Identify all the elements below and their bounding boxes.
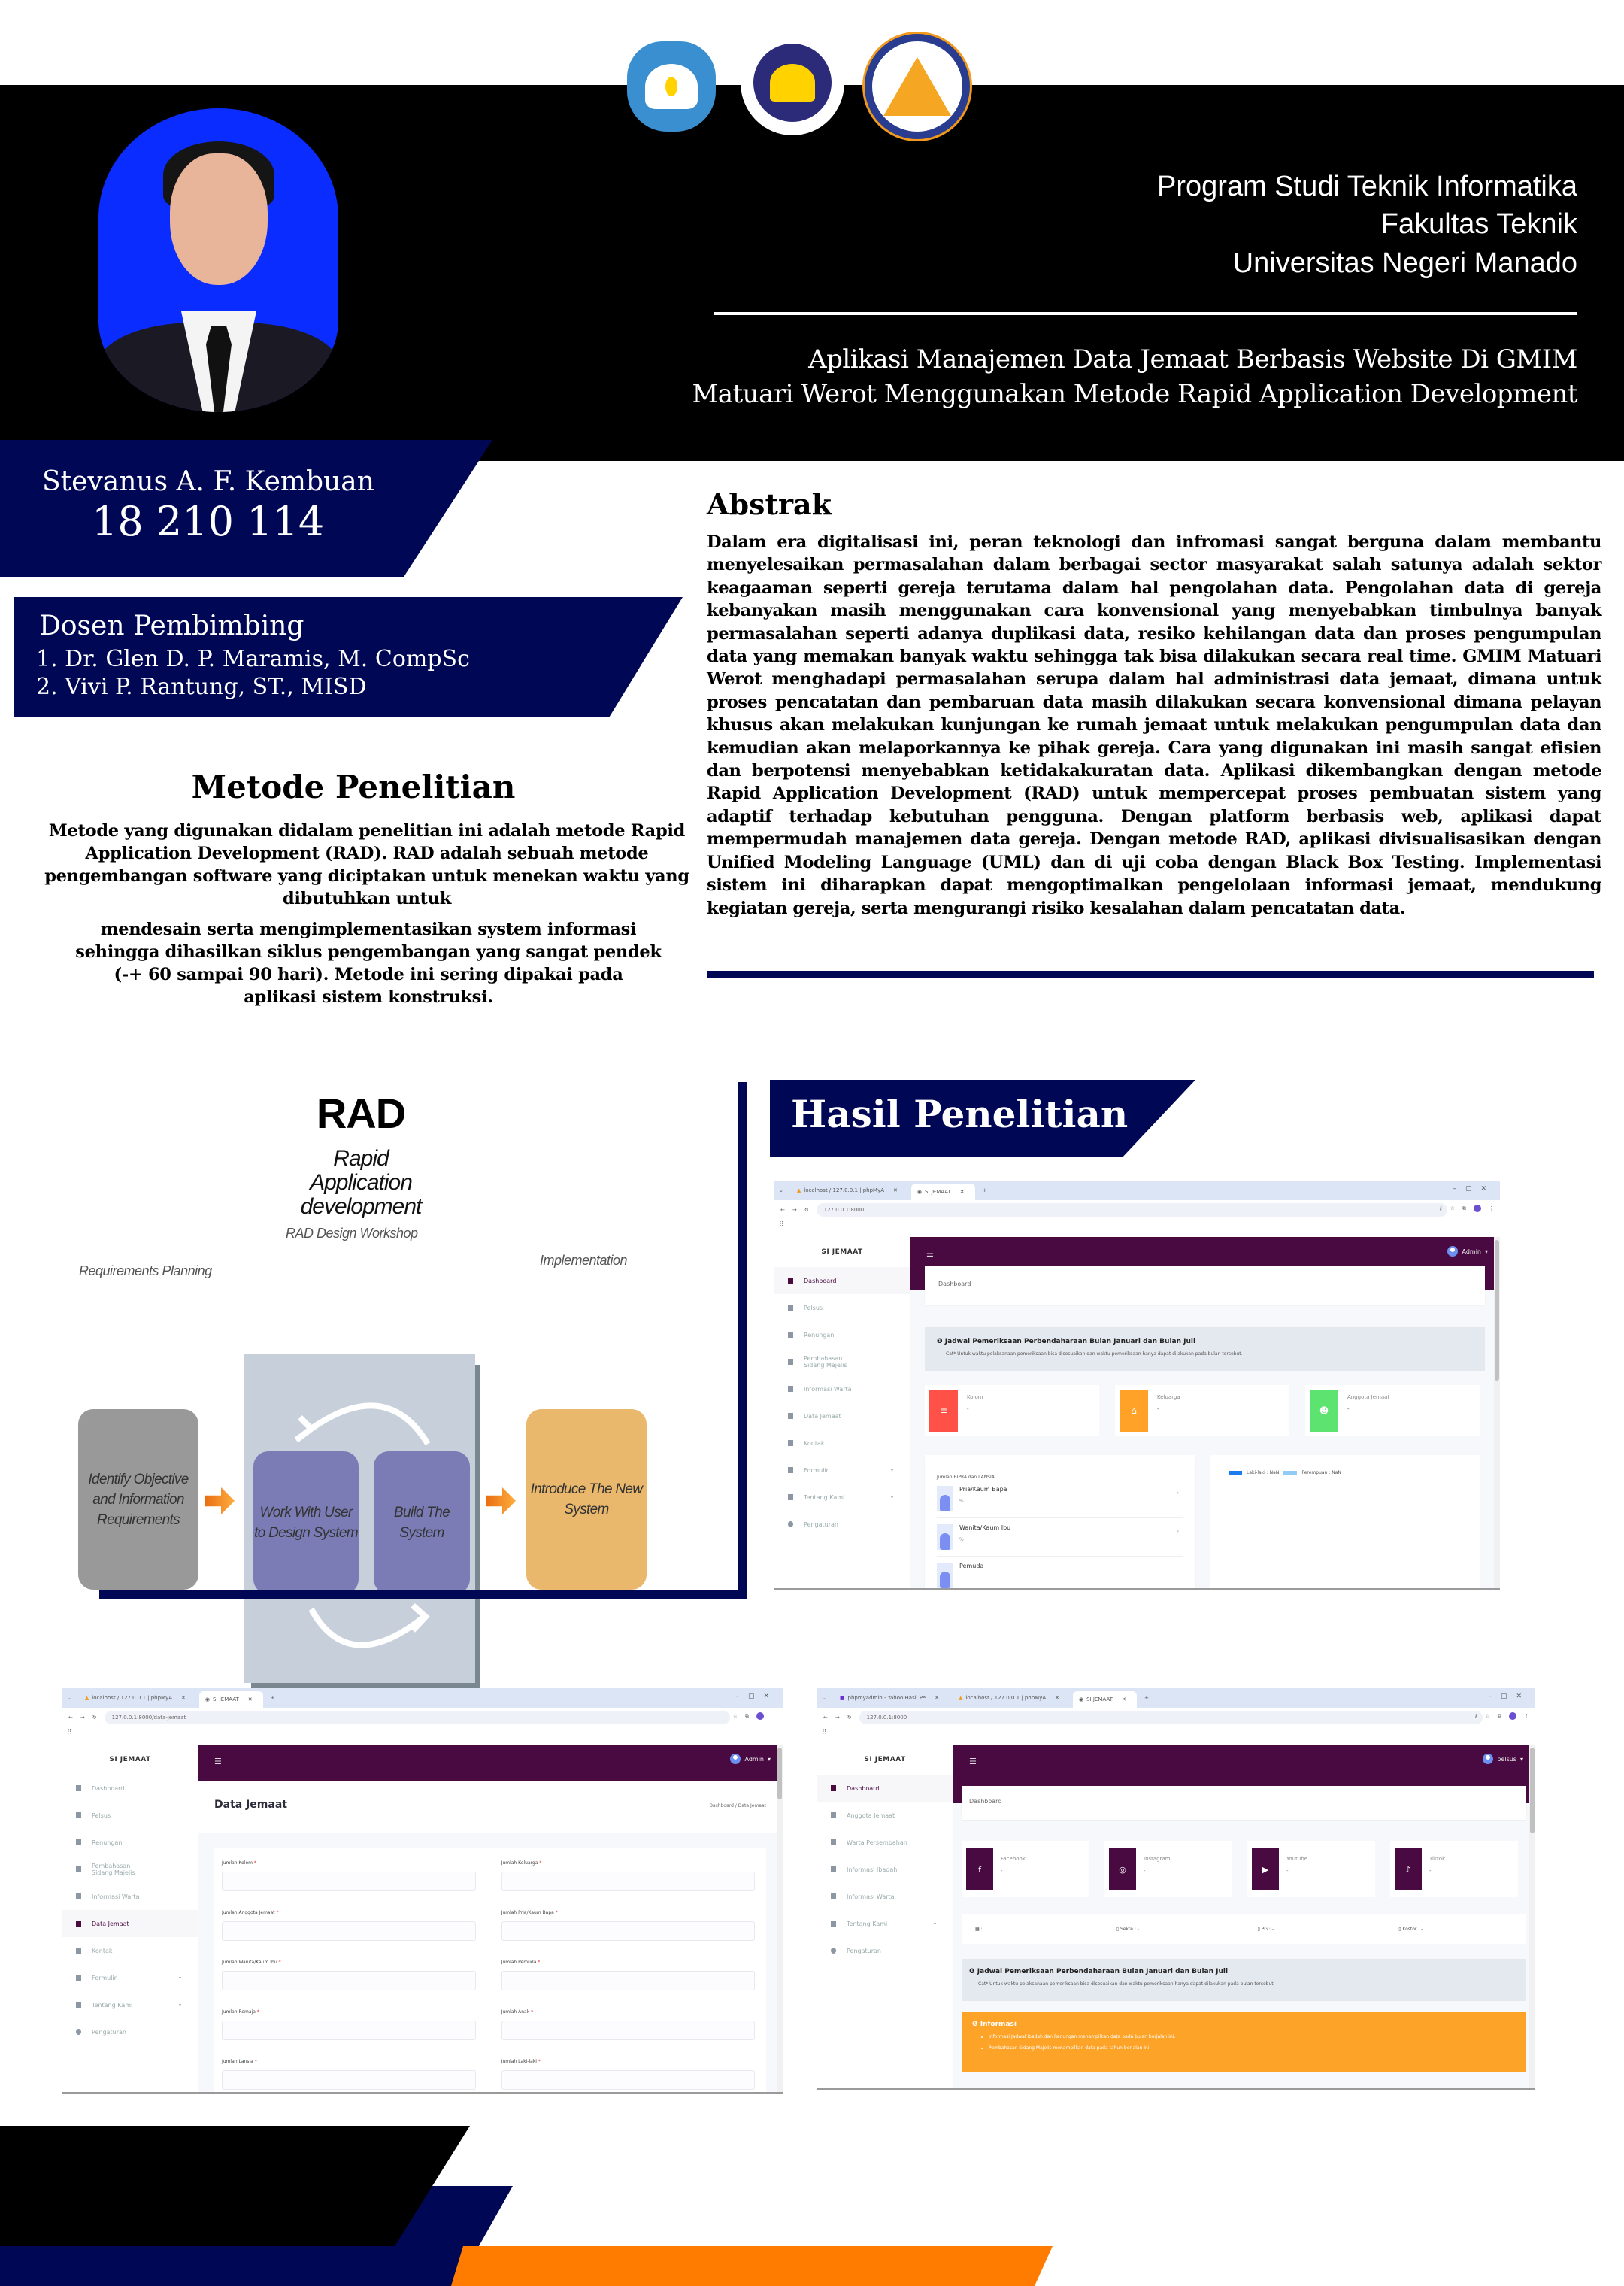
chevron-right-icon: › — [1177, 1529, 1179, 1534]
dashboard-icon — [76, 1785, 81, 1791]
globe-icon: ◉ — [1079, 1696, 1084, 1702]
field-jumlah-anak: Jumlah Anak * — [501, 2009, 756, 2040]
supervisor-1: 1. Dr. Glen D. P. Maramis, M. CompSc — [36, 646, 470, 672]
scrollbar[interactable] — [1529, 1745, 1535, 2088]
browser-tab-active[interactable]: ◉ SI JEMAAT ✕ — [199, 1691, 263, 1708]
results-heading: Hasil Penelitian — [791, 1092, 1129, 1136]
rad-title: RAD — [316, 1090, 406, 1137]
user-icon — [937, 1486, 953, 1511]
field-jumlah-pria: Jumlah Pria/Kaum Bapa * — [501, 1910, 756, 1941]
stat-card-anggota[interactable]: ☻ Anggota Jemaat - — [1305, 1385, 1480, 1436]
sidebar-item-informasi-warta[interactable]: Informasi Warta — [774, 1375, 910, 1402]
app-brand: SI JEMAAT — [821, 1248, 863, 1256]
sidebar-item-tentang-kami[interactable]: Tentang Kami ▾ — [817, 1910, 953, 1937]
chevron-down-icon: ▾ — [933, 1921, 936, 1927]
globe-icon: ◉ — [917, 1189, 922, 1195]
doc-icon — [831, 1866, 836, 1872]
apps-icon[interactable]: ⠿ — [822, 1729, 827, 1736]
browser-tab[interactable]: ▲ localhost / 127.0.0.1 | phpMyA ✕ — [84, 1695, 186, 1701]
new-tab-icon[interactable]: + — [982, 1187, 987, 1193]
app-sidebar — [62, 1745, 198, 2092]
jumlah-anak-input[interactable] — [501, 2021, 756, 2040]
author-photo — [98, 108, 338, 412]
header-divider — [714, 312, 1577, 315]
doc-icon — [76, 1812, 81, 1818]
sidebar-item-formulir[interactable]: Formulir ▾ — [774, 1457, 910, 1484]
user-icon — [937, 1563, 953, 1588]
rad-requirements-label: Requirements Planning — [79, 1263, 212, 1278]
scrollbar[interactable] — [777, 1745, 783, 2092]
star-icon[interactable]: ☆ — [1450, 1205, 1455, 1211]
app-brand: SI JEMAAT — [109, 1756, 151, 1763]
hamburger-icon[interactable]: ☰ — [969, 1757, 977, 1766]
field-jumlah-anggota: Jumlah Anggota Jemaat * — [222, 1910, 476, 1941]
browser-tab-active[interactable]: ◉ SI JEMAAT ✕ — [1073, 1691, 1137, 1708]
reload-icon[interactable]: ↻ — [92, 1714, 97, 1721]
breadcrumb: Dashboard — [969, 1798, 1002, 1805]
avatar — [1447, 1246, 1458, 1257]
page-title: Data Jemaat — [214, 1799, 287, 1811]
instagram-icon: ◎ — [1109, 1848, 1136, 1890]
prodi-informatika-logo — [865, 34, 970, 139]
forward-icon[interactable]: → — [80, 1714, 85, 1721]
gear-icon — [831, 1948, 836, 1954]
rad-build-box: Build The System — [374, 1451, 470, 1594]
app-sidebar — [817, 1745, 953, 2088]
sidebar-item-kontak[interactable]: Kontak — [774, 1430, 910, 1457]
menu-icon[interactable]: ⋮ — [771, 1713, 777, 1719]
phpmyadmin-icon: ▲ — [796, 1187, 801, 1193]
rad-frame-horizontal — [99, 1590, 747, 1599]
info-icon: ❶ — [972, 2021, 980, 2028]
program-name: Program Studi Teknik Informatika — [1157, 171, 1577, 202]
scrollbar[interactable] — [1494, 1237, 1500, 1588]
doc-icon — [76, 1948, 81, 1954]
forward-icon[interactable]: → — [835, 1714, 840, 1721]
rad-implementation-label: Implementation — [540, 1253, 628, 1268]
sidebar-item-anggota-jemaat[interactable]: Anggota Jemaat — [817, 1802, 953, 1829]
reload-icon[interactable]: ↻ — [804, 1207, 809, 1213]
social-card-instagram[interactable]: ◎ Instagram - — [1104, 1841, 1232, 1897]
doc-icon — [788, 1386, 793, 1392]
chevron-down-icon: ▾ — [890, 1494, 893, 1500]
url-input[interactable]: 127.0.0.1:8000/data-jemaat — [105, 1711, 730, 1724]
info-alert: ❶ Informasi • Informasi Jadwal Ibadah dan Renungan menampilkan data pada bulan berjalan ini. • Pembahasan Sidang Majelis menampilkan data pada tahun berjalan ini. — [962, 2012, 1526, 2072]
avatar — [730, 1754, 741, 1764]
page-header — [198, 1781, 783, 1833]
gear-icon — [788, 1521, 793, 1527]
method-heading: Metode Penelitian — [191, 769, 516, 805]
profile-avatar[interactable] — [756, 1712, 764, 1720]
close-tab-icon[interactable]: ✕ — [935, 1695, 939, 1701]
list-item[interactable]: Pria/Kaum Bapa % › — [937, 1480, 1183, 1518]
sidebar-item-dashboard[interactable]: Dashboard — [817, 1775, 953, 1802]
stat-card-keluarga[interactable]: ⌂ Keluarga - — [1115, 1385, 1289, 1436]
address-bar-row — [774, 1200, 1500, 1220]
window-controls[interactable]: –▢✕ — [1488, 1693, 1531, 1700]
field-jumlah-remaja: Jumlah Remaja * — [222, 2009, 476, 2040]
legend-swatch-male — [1229, 1471, 1242, 1475]
arrow-right-icon — [205, 1487, 235, 1514]
chevron-down-icon: ▾ — [767, 1755, 771, 1763]
tab-list-chevron-icon[interactable]: ⌄ — [822, 1695, 826, 1701]
rad-design-box: Work With User to Design System — [253, 1451, 359, 1594]
abstract-rule — [707, 971, 1594, 978]
sidebar-item-formulir[interactable]: Formulir ▾ — [62, 1964, 198, 1991]
footer-orange-shape — [451, 2246, 1053, 2286]
doc-icon — [76, 1893, 81, 1899]
doc-icon — [788, 1413, 793, 1419]
doc-icon — [788, 1305, 793, 1311]
info-icon: ❶ — [937, 1338, 945, 1345]
chevron-down-icon: ▾ — [178, 2002, 181, 2008]
supervisor-2: 2. Vivi P. Rantung, ST., MISD — [36, 674, 367, 700]
list-icon — [76, 2002, 81, 2008]
key-icon[interactable]: ⚷ — [1474, 1713, 1478, 1719]
app-main — [910, 1237, 1500, 1588]
faculty-name: Fakultas Teknik — [1380, 208, 1577, 240]
jumlah-kolom-input[interactable] — [222, 1872, 476, 1891]
window-controls[interactable]: –▢✕ — [1453, 1185, 1495, 1193]
rad-introduce-box: Introduce The New System — [526, 1409, 647, 1590]
method-paragraph-2: mendesain serta mengimplementasikan system informasi sehingga dihasilkan siklus pengembangan yang sangat pendek (-+ 60 sampai 90 hari). Metode ini sering dipakai pada aplikasi sistem konstruksi. — [75, 920, 662, 1007]
app-main — [198, 1745, 783, 2092]
phpmyadmin-icon: ▲ — [84, 1695, 89, 1701]
data-jemaat-form — [214, 1848, 766, 2092]
bipra-card: Jumlah BIPRA dan LANSIA Pria/Kaum Bapa % › Wanita/Kaum Ibu % › Pemuda — [925, 1455, 1195, 1590]
jumlah-remaja-input[interactable] — [222, 2021, 476, 2040]
star-icon[interactable]: ☆ — [1485, 1713, 1490, 1719]
doc-icon — [831, 1893, 836, 1899]
hamburger-icon[interactable]: ☰ — [926, 1249, 934, 1259]
close-tab-icon[interactable]: ✕ — [959, 1189, 965, 1195]
menu-icon[interactable]: ⋮ — [1489, 1205, 1494, 1211]
author-nim: 18 210 114 — [92, 498, 325, 545]
dashboard-icon — [788, 1278, 793, 1284]
field-jumlah-laki-laki: Jumlah Laki-laki * — [501, 2059, 756, 2090]
apps-icon[interactable]: ⠿ — [779, 1221, 784, 1229]
close-tab-icon[interactable]: ✕ — [1055, 1695, 1059, 1701]
jumlah-lansia-input[interactable] — [222, 2070, 476, 2090]
app-sidebar — [774, 1237, 910, 1588]
field-jumlah-wanita: Jumlah Wanita/Kaum Ibu * — [222, 1960, 476, 1990]
sidebar-item-tentang-kami[interactable]: Tentang Kami ▾ — [62, 1991, 198, 2018]
breadcrumb-card — [925, 1266, 1485, 1305]
jumlah-pemuda-input[interactable] — [501, 1971, 756, 1990]
field-jumlah-kolom: Jumlah Kolom * — [222, 1860, 476, 1891]
university-name: Universitas Negeri Manado — [1232, 247, 1577, 279]
profile-avatar[interactable] — [1509, 1712, 1516, 1720]
doc-icon — [788, 1332, 793, 1338]
sidebar-item-data-jemaat[interactable]: Data Jemaat — [62, 1910, 198, 1937]
arrow-right-icon — [486, 1487, 516, 1514]
list-icon — [788, 1494, 793, 1500]
abstract-body: Dalam era digitalisasi ini, peran teknologi dan infromasi sangat berguna dalam membantu menyelesaikan permasalahan dalam berbagai sector masyarakat salah satunya adalah sektor keagaaman seperti gereja terutama dalam hal pengolahan data. Pengolahan data di gereja kebanyakan masih menggunakan cara konvensional yang menyebabkan timbulnya banyak permasalahan seperti adanya duplikasi data, resiko kehilangan data dan proses pengumpulan data yang memakan banyak waktu sehingga tak bisa dilakukan secara real time. GMIM Matuari Werot menghadapi permasalahan serupa dalam hal administrasi data jemaat, dimana untuk proses pencatatan dan pembaruan data masih dilakukan secara konvensional dimana pelayan khusus akan melakukan kunjungan ke rumah jemaat untuk melakukan pengumpulan data dan kemudian akan melaporkannya ke pihak gereja. Cara yang digunakan ini masih sangat efisien dan berpotensi menyebabkan ketidakakuratan data. Aplikasi dikembangkan dengan metode Rapid Application Development (RAD) untuk mempercepat proses pembuatan sistem yang adaptif terhadap kebutuhan pengguna. Dengan platform berbasis web, aplikasi dapat mempermudah manajemen data gereja. Dengan metode RAD, aplikasi divisualisasikan dengan Unified Modeling Language (UML) dan di uji coba dengan Black Box Testing. Implementasi sistem ini diharapkan dapat mengoptimalkan pengelolaan informasi jemaat, mendukung kegiatan gereja, serta mengurangi risiko kesalahan dalam pencatatan data. — [707, 532, 1601, 918]
reload-icon[interactable]: ↻ — [847, 1714, 852, 1721]
phpmyadmin-icon: ▲ — [959, 1695, 963, 1701]
doc-icon — [788, 1440, 793, 1446]
extensions-icon[interactable]: ⧉ — [745, 1712, 749, 1719]
screenshot-data-jemaat — [62, 1688, 783, 2094]
officer-counts: ▦ : ▯ Sekre : - ▯ PG : - ▯ Kostor : - — [962, 1914, 1526, 1944]
sidebar-item-renungan[interactable]: Renungan — [62, 1829, 198, 1856]
sidebar-item-pengaturan[interactable]: Pengaturan — [817, 1937, 953, 1964]
address-bar-row — [62, 1708, 783, 1727]
method-paragraph-1: Metode yang digunakan didalam penelitian ini adalah metode Rapid Application Development (RAD). RAD adalah sebuah metode pengembangan software yang diciptakan untuk menekan waktu yang dibutuhkan untuk — [44, 821, 689, 908]
back-icon[interactable]: ← — [823, 1714, 828, 1721]
back-icon[interactable]: ← — [780, 1207, 785, 1213]
footer-black-shape — [0, 2126, 470, 2246]
star-icon[interactable]: ☆ — [732, 1713, 738, 1719]
tut-wuri-handayani-logo — [627, 41, 716, 132]
unima-logo — [741, 30, 844, 135]
url-input[interactable]: 127.0.0.1:8000 — [817, 1203, 1447, 1217]
sidebar-item-sidang-majelis[interactable]: Pembahasan Sidang Majelis — [774, 1348, 910, 1375]
sidebar-item-dashboard[interactable]: Dashboard — [774, 1267, 910, 1294]
browser-tab-bar — [62, 1688, 783, 1708]
close-tab-icon[interactable]: ✕ — [893, 1187, 898, 1193]
sidebar-item-dashboard[interactable]: Dashboard — [62, 1775, 198, 1802]
app-topbar — [198, 1745, 783, 1781]
doc-icon — [788, 1359, 793, 1365]
sidebar-item-sidang-majelis[interactable]: Pembahasan Sidang Majelis — [62, 1856, 198, 1883]
author-name: Stevanus A. F. Kembuan — [42, 466, 374, 497]
screenshot-pelsus-dashboard — [817, 1688, 1535, 2090]
close-tab-icon[interactable]: ✕ — [247, 1696, 253, 1702]
globe-icon: ◉ — [205, 1696, 210, 1702]
supervisor-heading: Dosen Pembimbing — [39, 611, 304, 641]
tab-list-chevron-icon[interactable]: ⌄ — [67, 1695, 71, 1701]
user-menu[interactable]: Admin ▾ — [730, 1754, 771, 1764]
legend-swatch-female — [1283, 1471, 1297, 1475]
doc-icon — [76, 1921, 81, 1927]
field-jumlah-keluarga: Jumlah Keluarga * — [501, 1860, 756, 1891]
breadcrumb: Dashboard — [938, 1281, 971, 1287]
schedule-alert: ❶ Jadwal Pemeriksaan Perbendaharaan Bulan Januari dan Bulan Juli Cat* Untuk waktu pelaksanaan pemeriksaan bisa disesuaikan dan waktu pemeriksaan hanya dapat dilakukan pada bulan tersebut. — [925, 1327, 1485, 1371]
doc-icon — [76, 1839, 81, 1845]
address-bar-row — [817, 1708, 1535, 1727]
rad-workshop-label: RAD Design Workshop — [286, 1226, 418, 1241]
hamburger-icon[interactable]: ☰ — [214, 1757, 222, 1766]
doc-icon — [831, 1839, 836, 1845]
sidebar-item-pengaturan[interactable]: Pengaturan — [62, 2018, 198, 2045]
jumlah-pria-input[interactable] — [501, 1921, 756, 1941]
user-icon — [937, 1524, 953, 1550]
youtube-icon: ▶ — [1252, 1848, 1279, 1890]
forward-icon[interactable]: → — [792, 1207, 797, 1213]
jumlah-wanita-input[interactable] — [222, 1971, 476, 1990]
chart-legend: Laki-laki : NaN Perempuan : NaN — [1229, 1470, 1462, 1475]
window-controls[interactable]: –▢✕ — [735, 1693, 778, 1700]
close-tab-icon[interactable]: ✕ — [1121, 1696, 1126, 1702]
social-card-tiktok[interactable]: ♪ Tiktok - — [1390, 1841, 1518, 1897]
poster-title-line-2: Matuari Werot Menggunakan Metode Rapid Application Development — [692, 379, 1577, 409]
jumlah-laki-laki-input[interactable] — [501, 2070, 756, 2090]
chevron-down-icon: ▾ — [890, 1467, 893, 1473]
chevron-down-icon: ▾ — [178, 1975, 181, 1981]
jumlah-anggota-input[interactable] — [222, 1921, 476, 1941]
avatar — [1483, 1754, 1493, 1764]
tab-list-chevron-icon[interactable]: ⌄ — [779, 1187, 783, 1193]
tut-wuri-wing-icon — [645, 64, 698, 109]
field-jumlah-pemuda: Jumlah Pemuda * — [501, 1960, 756, 1990]
list-icon — [831, 1921, 836, 1927]
social-card-youtube[interactable]: ▶ Youtube - — [1247, 1841, 1375, 1897]
url-input[interactable]: 127.0.0.1:8000 — [859, 1711, 1483, 1724]
gender-chart-card — [1210, 1455, 1480, 1590]
browser-tab[interactable]: ▲ localhost / 127.0.0.1 | phpMyA ✕ — [796, 1187, 898, 1193]
stat-card-kolom[interactable]: ≡ Kolom - — [925, 1385, 1099, 1436]
sidebar-item-warta-persembahan[interactable]: Warta Persembahan — [817, 1829, 953, 1856]
browser-tab[interactable]: ▲ localhost / 127.0.0.1 | phpMyA ✕ — [959, 1695, 1059, 1701]
app-main — [953, 1745, 1535, 2088]
browser-tab[interactable]: ■ phpmyadmin - Yahoo Hasil Pe ✕ — [839, 1695, 939, 1701]
close-tab-icon[interactable]: ✕ — [181, 1695, 186, 1701]
sidebar-item-pelsus[interactable]: Pelsus — [62, 1802, 198, 1829]
list-icon — [76, 1975, 81, 1981]
menu-icon[interactable]: ⋮ — [1524, 1713, 1529, 1719]
extensions-icon[interactable]: ⧉ — [1498, 1712, 1501, 1719]
app-brand: SI JEMAAT — [864, 1756, 906, 1763]
browser-tab-active[interactable]: ◉ SI JEMAAT ✕ — [911, 1184, 975, 1200]
chevron-down-icon: ▾ — [1519, 1755, 1523, 1763]
rad-frame-vertical — [738, 1082, 747, 1599]
doc-icon — [831, 1812, 836, 1818]
sidebar-item-data-jemaat[interactable]: Data Jemaat — [774, 1402, 910, 1430]
sidebar-item-informasi-warta[interactable]: Informasi Warta — [62, 1883, 198, 1910]
abstract-heading: Abstrak — [707, 487, 832, 521]
rad-subtitle: Rapid Application development — [300, 1146, 422, 1219]
unima-emblem-icon — [770, 64, 815, 102]
list-icon — [788, 1467, 793, 1473]
info-icon: ❶ — [969, 1968, 977, 1975]
new-tab-icon[interactable]: + — [1144, 1695, 1149, 1701]
doc-icon — [76, 1866, 81, 1872]
sidebar-item-pelsus[interactable]: Pelsus — [774, 1294, 910, 1321]
list-item[interactable]: Wanita/Kaum Ibu % › — [937, 1518, 1183, 1557]
key-icon[interactable]: ⚷ — [1438, 1205, 1443, 1211]
schedule-alert: ❶ Jadwal Pemeriksaan Perbendaharaan Bulan Januari dan Bulan Juli Cat* Untuk waktu pelaksanaan pemeriksaan bisa disesuaikan dan waktu pemeriksaan hanya dapat dilakukan pada bulan tersebut. — [962, 1959, 1526, 2001]
browser-tab-bar — [817, 1688, 1535, 1708]
sidebar-item-pengaturan[interactable]: Pengaturan — [774, 1511, 910, 1538]
yahoo-icon: ■ — [839, 1695, 845, 1701]
apps-icon[interactable]: ⠿ — [67, 1729, 72, 1736]
sidebar-item-tentang-kami[interactable]: Tentang Kami ▾ — [774, 1484, 910, 1511]
extensions-icon[interactable]: ⧉ — [1462, 1205, 1466, 1211]
jumlah-keluarga-input[interactable] — [501, 1872, 756, 1891]
browser-tab-bar — [774, 1181, 1500, 1200]
tiktok-icon: ♪ — [1395, 1848, 1422, 1890]
sidebar-item-renungan[interactable]: Renungan — [774, 1321, 910, 1348]
prodi-triangle-icon — [883, 57, 951, 116]
rad-requirements-box: Identify Objective and Information Requirements — [78, 1409, 198, 1590]
breadcrumb: Dashboard / Data Jemaat — [709, 1803, 766, 1808]
sidebar-item-informasi-warta[interactable]: Informasi Warta — [817, 1883, 953, 1910]
chevron-down-icon: ▾ — [1484, 1248, 1488, 1255]
social-card-facebook[interactable]: f Facebook - — [962, 1841, 1089, 1897]
gear-icon — [76, 2029, 81, 2035]
chevron-right-icon: › — [1177, 1490, 1179, 1496]
poster-title-line-1: Aplikasi Manajemen Data Jemaat Berbasis Website Di GMIM — [808, 344, 1577, 374]
back-icon[interactable]: ← — [68, 1714, 73, 1721]
list-item[interactable]: Pemuda — [937, 1557, 1183, 1590]
users-icon: ☻ — [1310, 1390, 1338, 1432]
dashboard-icon — [831, 1785, 836, 1791]
list-icon: ≡ — [929, 1390, 958, 1432]
breadcrumb-card — [962, 1786, 1526, 1820]
field-jumlah-lansia: Jumlah Lansia * — [222, 2059, 476, 2090]
screenshot-admin-dashboard — [774, 1181, 1500, 1590]
home-icon: ⌂ — [1120, 1390, 1148, 1432]
sidebar-item-kontak[interactable]: Kontak — [62, 1937, 198, 1964]
user-menu[interactable]: pelsus ▾ — [1483, 1754, 1523, 1764]
sidebar-item-informasi-ibadah[interactable]: Informasi Ibadah — [817, 1856, 953, 1883]
profile-avatar[interactable] — [1474, 1205, 1481, 1212]
new-tab-icon[interactable]: + — [270, 1695, 275, 1701]
facebook-icon: f — [966, 1848, 993, 1890]
user-menu[interactable]: Admin ▾ — [1447, 1246, 1488, 1257]
